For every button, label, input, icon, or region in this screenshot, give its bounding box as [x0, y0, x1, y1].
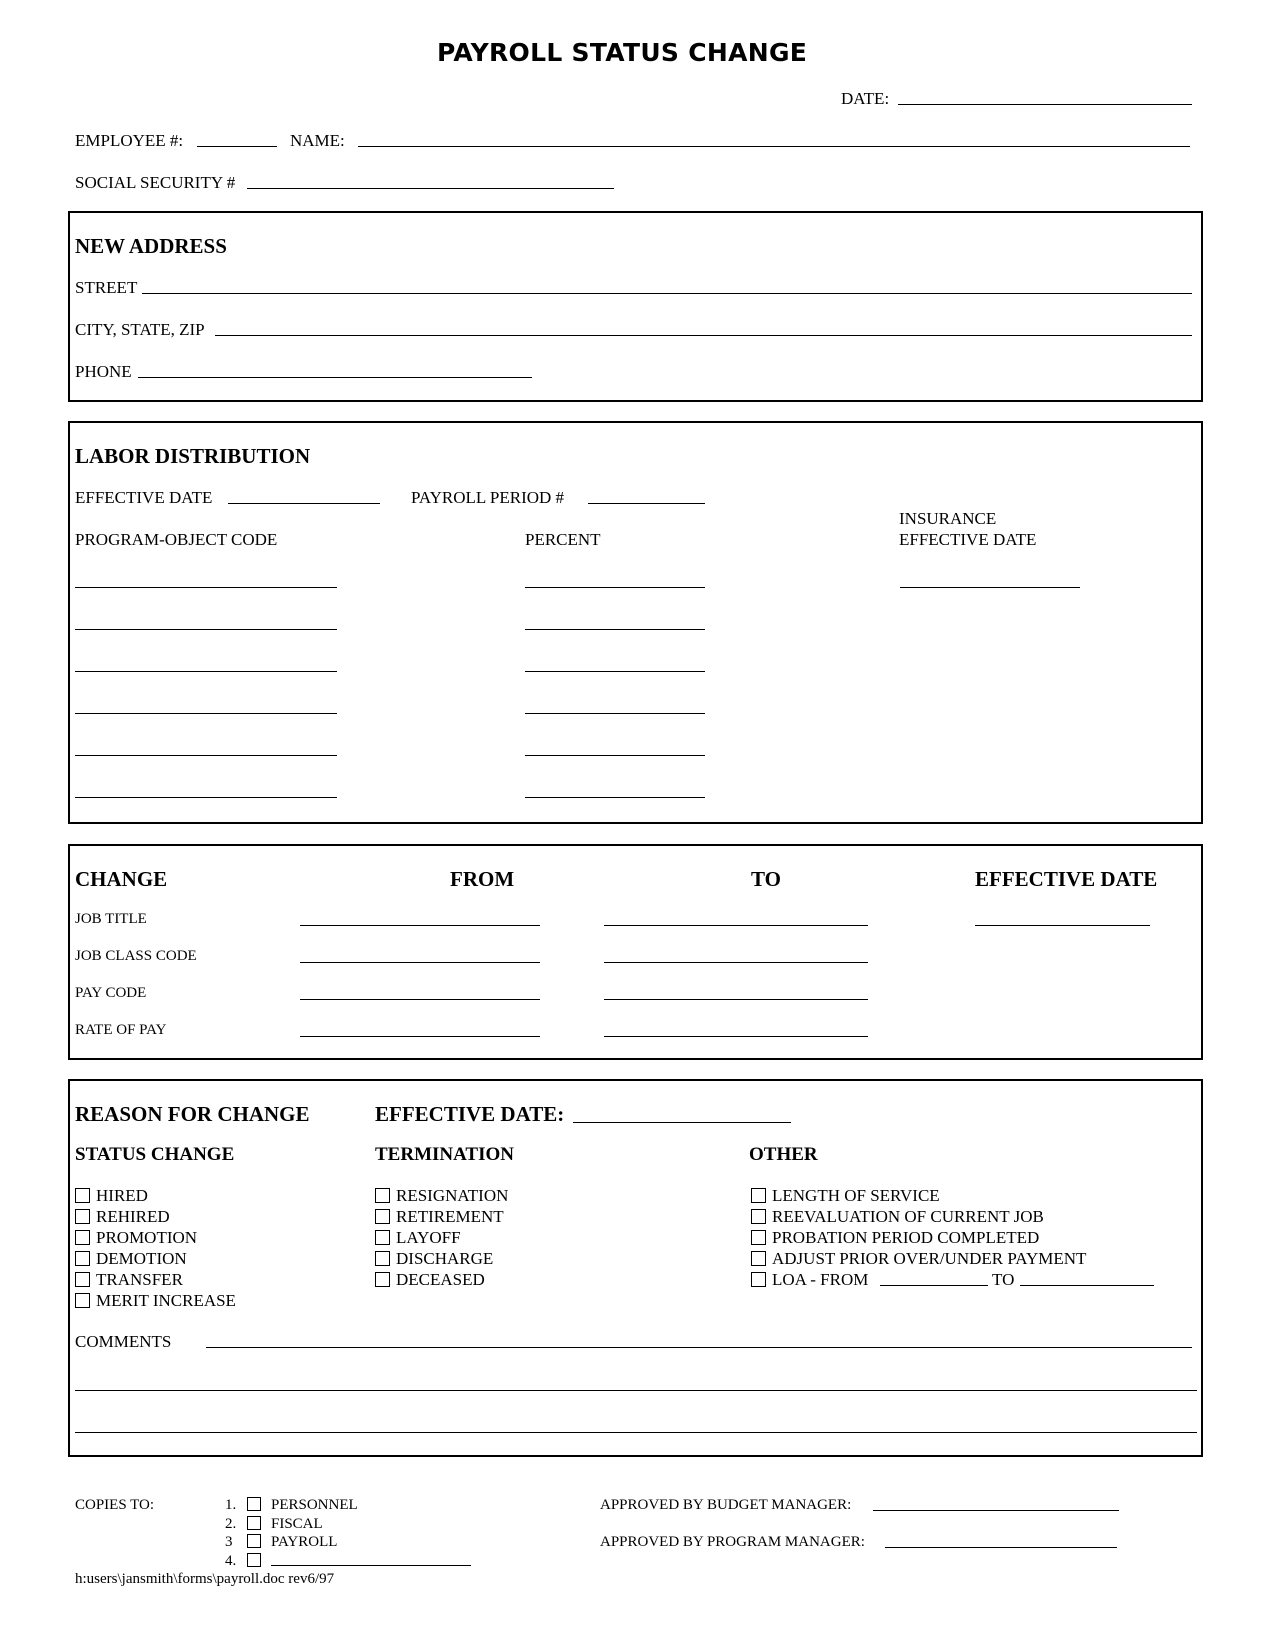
other-checkbox[interactable]	[751, 1230, 766, 1245]
budget-manager-signature-field[interactable]	[873, 1510, 1119, 1511]
termination-item-label: RESIGNATION	[396, 1186, 509, 1205]
change-effective-date-heading: EFFECTIVE DATE	[975, 867, 1158, 891]
copy-label: FISCAL	[271, 1515, 323, 1532]
change-row-label: PAY CODE	[75, 985, 147, 1001]
copy-other-field[interactable]	[271, 1565, 471, 1566]
status-change-item-label: PROMOTION	[96, 1228, 198, 1247]
status-change-item[interactable]	[75, 1207, 170, 1227]
page-title: PAYROLL STATUS CHANGE	[437, 38, 808, 67]
employee-number-field[interactable]	[197, 146, 277, 147]
phone-field[interactable]	[138, 377, 532, 378]
insurance-effective-date-field[interactable]	[900, 587, 1080, 588]
reason-heading: REASON FOR CHANGE	[75, 1102, 310, 1126]
status-change-item[interactable]	[75, 1228, 197, 1248]
copy-item[interactable]	[247, 1516, 323, 1533]
termination-item[interactable]	[375, 1186, 508, 1206]
name-field[interactable]	[358, 146, 1190, 147]
status-change-item[interactable]	[75, 1291, 236, 1311]
payroll-period-label: PAYROLL PERIOD #	[411, 488, 565, 507]
copies-to-label: COPIES TO:	[75, 1497, 155, 1513]
labor-distribution-heading: LABOR DISTRIBUTION	[75, 444, 311, 468]
status-change-item[interactable]	[75, 1249, 187, 1269]
from-heading: FROM	[450, 867, 515, 891]
status-change-item-label: MERIT INCREASE	[96, 1291, 236, 1310]
date-label: DATE:	[841, 89, 890, 108]
termination-checkbox[interactable]	[375, 1251, 390, 1266]
change-from-field[interactable]	[300, 925, 540, 926]
status-change-item[interactable]	[75, 1186, 148, 1206]
change-from-field[interactable]	[300, 1036, 540, 1037]
other-item[interactable]	[751, 1249, 1086, 1269]
status-change-item-label: DEMOTION	[96, 1249, 187, 1268]
status-change-checkbox[interactable]	[75, 1230, 90, 1245]
termination-item[interactable]	[375, 1270, 485, 1290]
other-item-label: REEVALUATION OF CURRENT JOB	[772, 1207, 1044, 1226]
reason-effective-date-label: EFFECTIVE DATE:	[375, 1102, 565, 1126]
employee-number-label: EMPLOYEE #:	[75, 131, 184, 150]
termination-item-label: LAYOFF	[396, 1228, 461, 1247]
loa-checkbox[interactable]	[751, 1272, 766, 1287]
change-effective-date-field[interactable]	[975, 925, 1150, 926]
reason-effective-date-field[interactable]	[573, 1122, 791, 1123]
street-field[interactable]	[142, 293, 1192, 294]
status-change-checkbox[interactable]	[75, 1209, 90, 1224]
file-path-footer: h:users\jansmith\forms\payroll.doc rev6/97	[75, 1571, 335, 1587]
percent-field[interactable]	[525, 671, 705, 672]
program-object-code-field[interactable]	[75, 671, 337, 672]
percent-field[interactable]	[525, 587, 705, 588]
percent-field[interactable]	[525, 797, 705, 798]
city-state-zip-field[interactable]	[215, 335, 1192, 336]
other-checkbox[interactable]	[751, 1188, 766, 1203]
copy-item[interactable]	[247, 1534, 337, 1551]
copy-number: 3	[225, 1534, 233, 1550]
labor-effective-date-field[interactable]	[228, 503, 380, 504]
program-object-code-field[interactable]	[75, 587, 337, 588]
payroll-period-field[interactable]	[588, 503, 705, 504]
termination-item-label: DISCHARGE	[396, 1249, 494, 1268]
other-item[interactable]	[751, 1186, 940, 1206]
status-change-checkbox[interactable]	[75, 1272, 90, 1287]
insurance-effective-date-label: EFFECTIVE DATE	[899, 530, 1037, 549]
labor-effective-date-label: EFFECTIVE DATE	[75, 488, 213, 507]
loa-row	[751, 1270, 868, 1290]
ssn-field[interactable]	[247, 188, 614, 189]
other-checkbox[interactable]	[751, 1209, 766, 1224]
comments-field-1[interactable]	[206, 1347, 1192, 1348]
comments-field-2[interactable]	[75, 1390, 1197, 1391]
termination-item-label: RETIREMENT	[396, 1207, 504, 1226]
copy-checkbox[interactable]	[247, 1553, 261, 1567]
labor-distribution-section	[68, 421, 1203, 824]
program-object-code-field[interactable]	[75, 797, 337, 798]
status-change-checkbox[interactable]	[75, 1251, 90, 1266]
change-from-field[interactable]	[300, 962, 540, 963]
change-row-label: RATE OF PAY	[75, 1022, 167, 1038]
budget-manager-label: APPROVED BY BUDGET MANAGER:	[600, 1497, 852, 1513]
change-from-field[interactable]	[300, 999, 540, 1000]
status-change-item-label: REHIRED	[96, 1207, 170, 1226]
change-row-label: JOB CLASS CODE	[75, 948, 197, 964]
termination-checkbox[interactable]	[375, 1272, 390, 1287]
termination-item[interactable]	[375, 1228, 461, 1248]
name-label: NAME:	[290, 131, 345, 150]
copy-item[interactable]	[247, 1497, 358, 1514]
termination-checkbox[interactable]	[375, 1230, 390, 1245]
status-change-heading: STATUS CHANGE	[75, 1144, 235, 1165]
to-heading: TO	[751, 867, 781, 891]
change-to-field[interactable]	[604, 925, 868, 926]
termination-checkbox[interactable]	[375, 1188, 390, 1203]
status-change-checkbox[interactable]	[75, 1293, 90, 1308]
program-manager-signature-field[interactable]	[885, 1547, 1117, 1548]
change-to-field[interactable]	[604, 999, 868, 1000]
city-state-zip-label: CITY, STATE, ZIP	[75, 320, 205, 339]
termination-heading: TERMINATION	[375, 1144, 514, 1165]
copy-number: 4.	[225, 1552, 237, 1569]
loa-from-label: LOA - FROM	[772, 1270, 869, 1289]
other-item[interactable]	[751, 1207, 1044, 1227]
phone-label: PHONE	[75, 362, 132, 381]
change-heading: CHANGE	[75, 867, 168, 891]
other-item-label: PROBATION PERIOD COMPLETED	[772, 1228, 1040, 1247]
loa-to-field[interactable]	[1020, 1285, 1154, 1286]
status-change-item-label: HIRED	[96, 1186, 148, 1205]
other-item-label: LENGTH OF SERVICE	[772, 1186, 940, 1205]
copy-label: PERSONNEL	[271, 1497, 358, 1513]
copy-checkbox[interactable]	[247, 1497, 261, 1511]
copy-item[interactable]	[247, 1553, 271, 1570]
loa-to-label: TO	[992, 1270, 1015, 1289]
street-label: STREET	[75, 278, 138, 297]
status-change-item[interactable]	[75, 1270, 183, 1290]
percent-field[interactable]	[525, 629, 705, 630]
date-field[interactable]	[898, 104, 1192, 105]
termination-item[interactable]	[375, 1249, 493, 1269]
termination-item-label: DECEASED	[396, 1270, 485, 1289]
program-manager-label: APPROVED BY PROGRAM MANAGER:	[600, 1534, 865, 1550]
insurance-label: INSURANCE	[899, 509, 997, 528]
loa-from-field[interactable]	[880, 1285, 988, 1286]
other-item-label: ADJUST PRIOR OVER/UNDER PAYMENT	[772, 1249, 1087, 1268]
other-checkbox[interactable]	[751, 1251, 766, 1266]
change-to-field[interactable]	[604, 1036, 868, 1037]
change-row-label: JOB TITLE	[75, 911, 147, 927]
copy-number: 1.	[225, 1497, 237, 1513]
change-to-field[interactable]	[604, 962, 868, 963]
comments-label: COMMENTS	[75, 1332, 172, 1351]
new-address-section	[68, 211, 1203, 402]
program-object-code-field[interactable]	[75, 713, 337, 714]
comments-field-3[interactable]	[75, 1432, 1197, 1433]
copy-label: PAYROLL	[271, 1534, 338, 1550]
program-object-code-label: PROGRAM-OBJECT CODE	[75, 530, 278, 549]
other-heading: OTHER	[749, 1144, 818, 1165]
percent-field[interactable]	[525, 713, 705, 714]
termination-checkbox[interactable]	[375, 1209, 390, 1224]
percent-field[interactable]	[525, 755, 705, 756]
program-object-code-field[interactable]	[75, 755, 337, 756]
new-address-heading: NEW ADDRESS	[75, 234, 227, 258]
termination-item[interactable]	[375, 1207, 504, 1227]
ssn-label: SOCIAL SECURITY #	[75, 173, 236, 192]
copy-checkbox[interactable]	[247, 1516, 261, 1530]
percent-label: PERCENT	[525, 530, 601, 549]
status-change-checkbox[interactable]	[75, 1188, 90, 1203]
status-change-item-label: TRANSFER	[96, 1270, 183, 1289]
other-item[interactable]	[751, 1228, 1039, 1248]
program-object-code-field[interactable]	[75, 629, 337, 630]
copy-number: 2.	[225, 1515, 237, 1532]
copy-checkbox[interactable]	[247, 1534, 261, 1548]
